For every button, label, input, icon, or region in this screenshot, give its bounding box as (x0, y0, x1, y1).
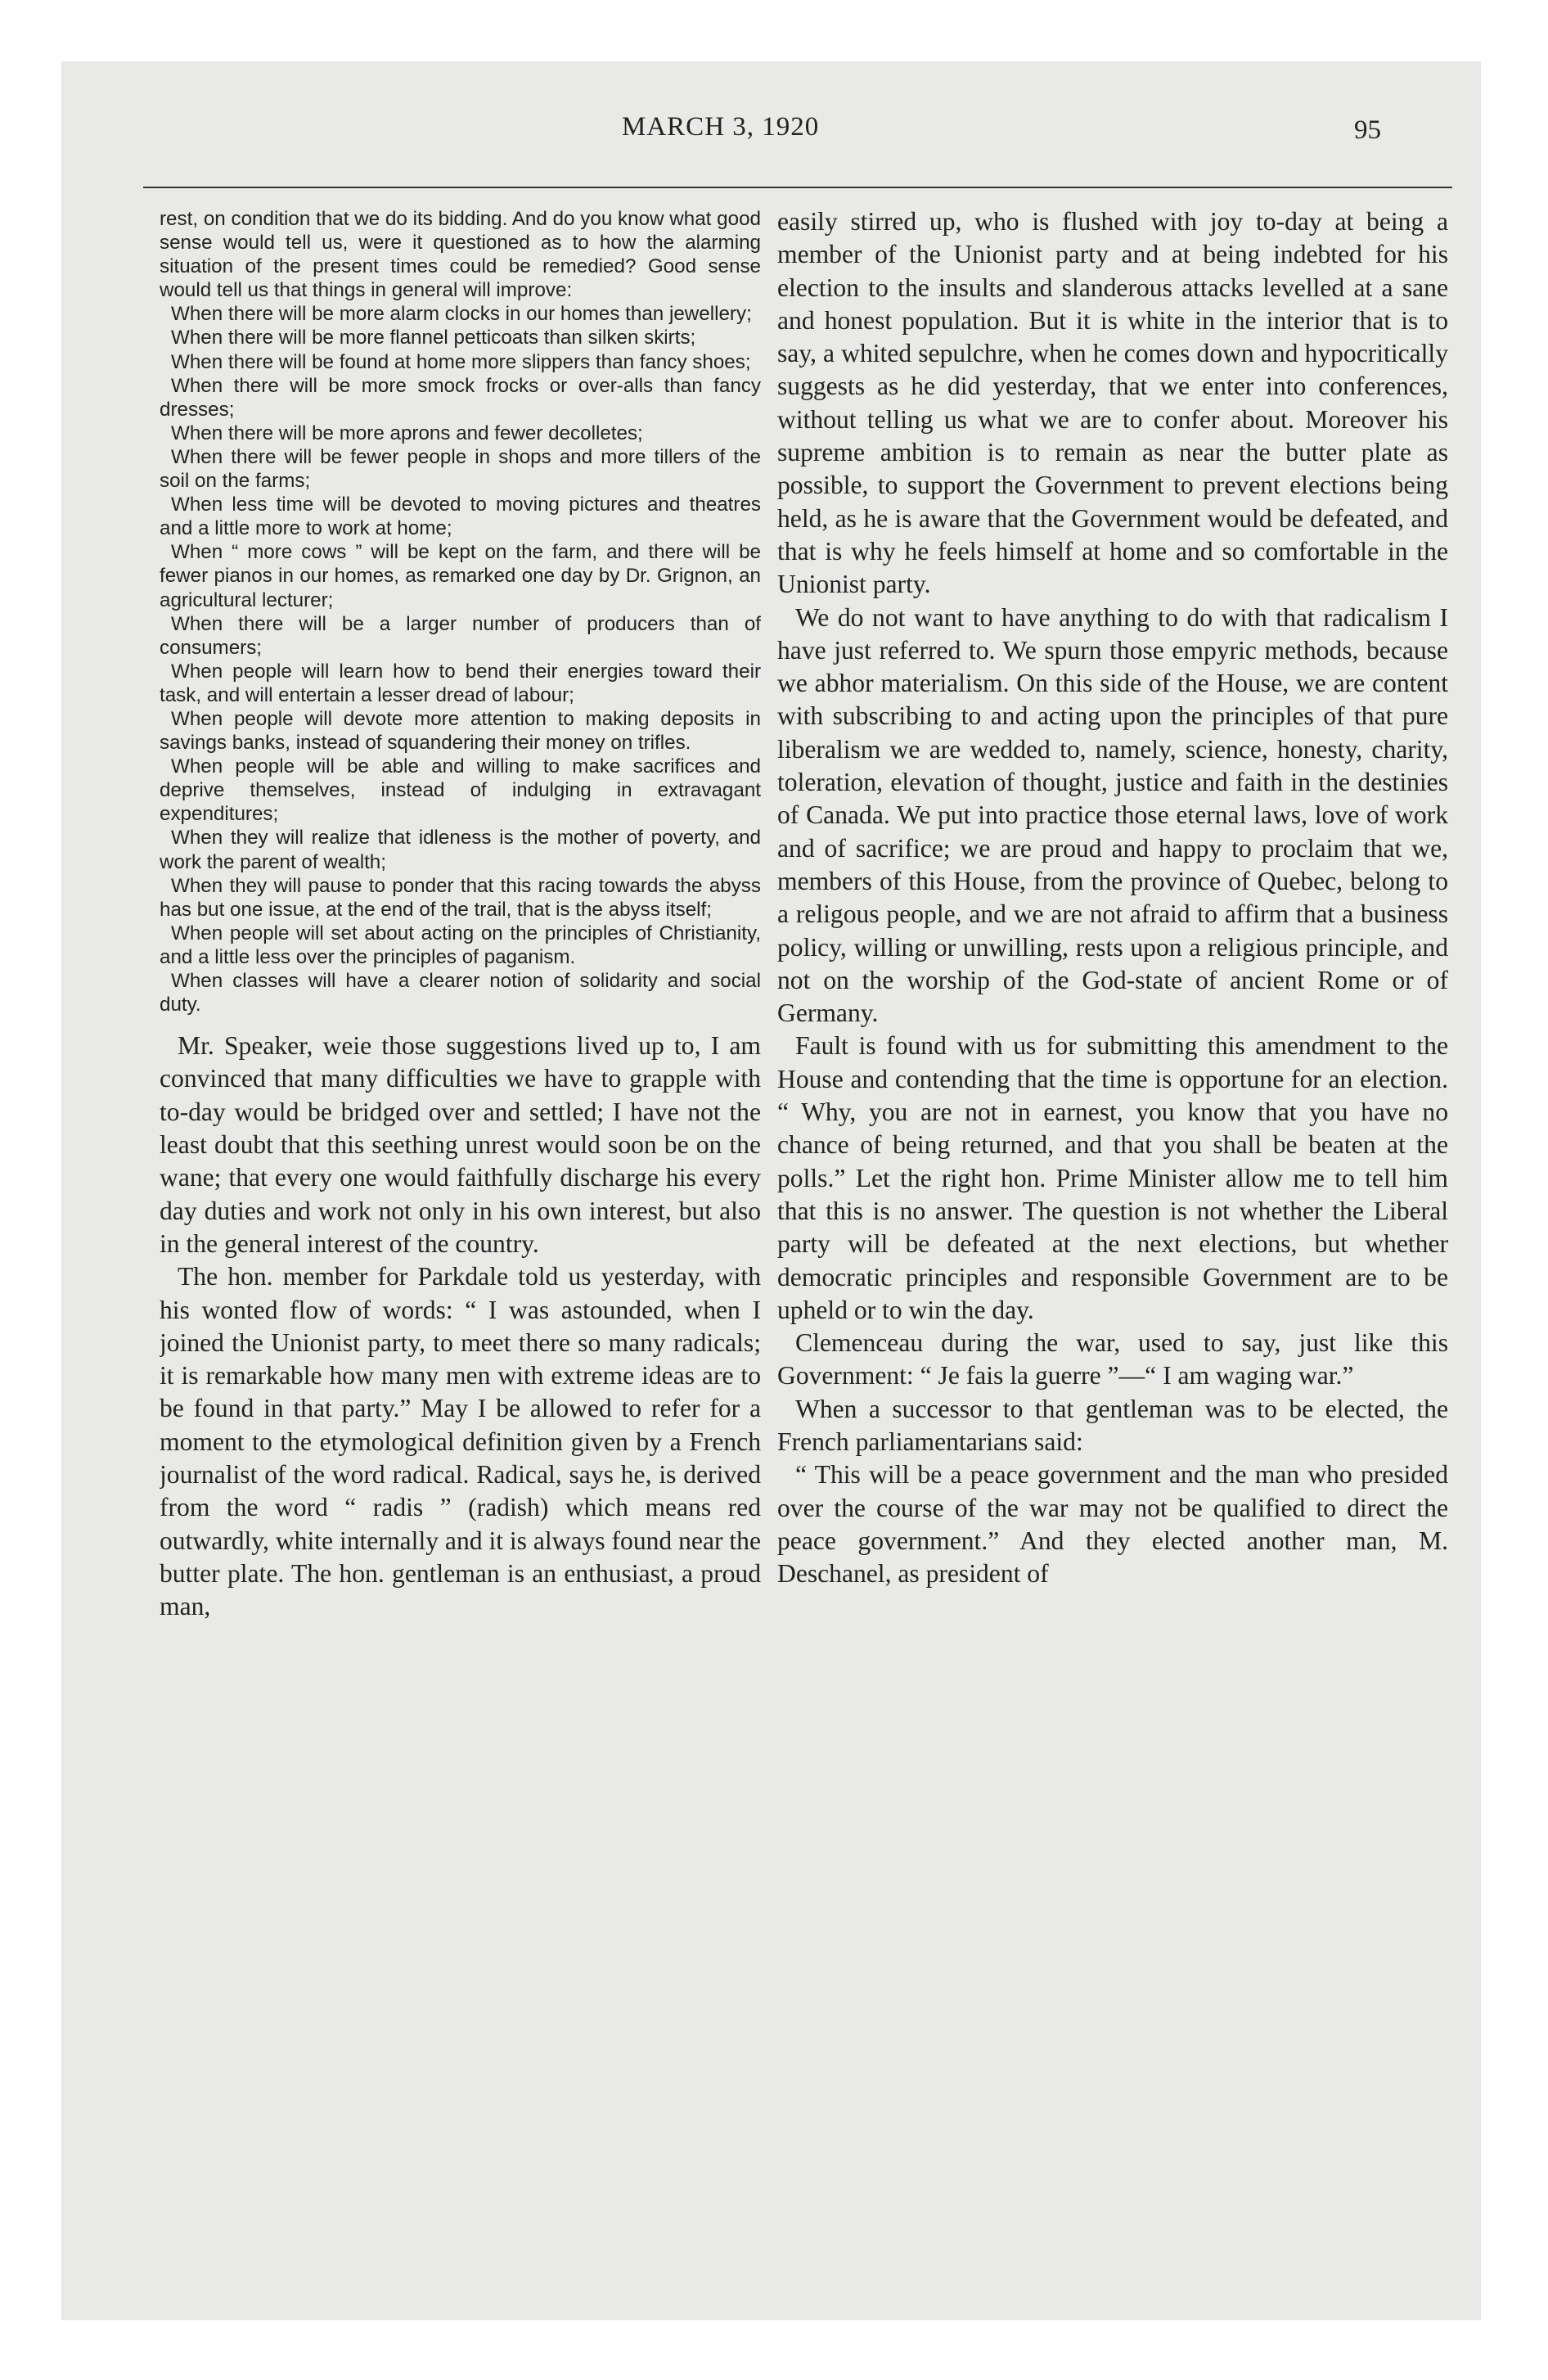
list-item: When less time will be devoted to moving pictures and theatres and a little more to work at home; (160, 494, 761, 540)
list-item: When “ more cows ” will be kept on the farm, and there will be fewer pianos in our homes, as remarked one day by Dr. Grignon, an agricultural lecturer; (160, 541, 761, 611)
paragraph: Mr. Speaker, weie those suggestions lived up to, I am convinced that many difficulties we have to grapple with to-day would be bridged over and settled; I have not the least doubt that this seething unrest would soon be on the wane; that every one would faithfully discharge his every day duties and work not only in his own interest, but also in the general interest of the country. (160, 1031, 761, 1258)
list-item: When classes will have a clearer notion of solidarity and social duty. (160, 970, 761, 1016)
list-item: When people will set about acting on the principles of Christianity, and a little less over the principles of paganism. (160, 922, 761, 968)
right-column (777, 205, 1448, 1590)
list-item: When there will be fewer people in shops and more tillers of the soil on the farms; (160, 445, 761, 493)
paragraph: The hon. member for Parkdale told us yesterday, with his wonted flow of words: “ I was astounded, when I joined the Unionist party, to meet there so many radicals; it is remarkable how many men with extreme ideas are to be found in that party.” May I be allowed to refer for a moment to the etymological definition given by a French journalist of the word radical. Radical, says he, is derived from the word “ radis ” (radish) which means red outwardly, white internally and it is always found near the butter plate. The hon. gentleman is an enthusiast, a proud man, (160, 1262, 761, 1621)
list-item: When there will be a larger number of producers than of consumers; (160, 612, 761, 659)
header-date: MARCH 3, 1920 (622, 112, 820, 142)
list-item: When people will be able and willing to make sacrifices and deprive themselves, instead of indulging in extravagant expenditures; (160, 755, 761, 826)
paragraph: We do not want to have anything to do with that radicalism I have just referred to. We spurn those empyric methods, because we abhor materialism. On this side of the House, we are content with subscribing to and acting upon the principles of that pure liberalism we are wedded to, namely, science, honesty, charity, toleration, elevation of thought, justice and faith in the destinies of Canada. We put into practice those eternal laws, love of work and of sacrifice; we are proud and happy to proclaim that we, members of this House, from the province of Quebec, belong to a religous people, and we are not afraid to affirm that a business policy, willing or unwilling, rests upon a religious principle, and not on the worship of the God-state of ancient Rome or of Germany. (777, 602, 1448, 1028)
large-print-section (160, 1030, 761, 1623)
list-item: When there will be more aprons and fewer decolletes; (171, 421, 643, 444)
list-item: When there will be found at home more slippers than fancy shoes; (171, 350, 751, 373)
list-item: When they will realize that idleness is the mother of poverty, and work the parent of wealth; (160, 827, 761, 873)
page-number: 95 (1354, 115, 1381, 145)
paragraph: When a successor to that gentleman was to be elected, the French parliamentarians said: (777, 1394, 1448, 1456)
list-item: When there will be more flannel petticoats than silken skirts; (171, 327, 696, 349)
paragraph: Fault is found with us for submitting this amendment to the House and contending that the time is opportune for an election. “ Why, you are not in earnest, you know that you have no chance of being returned, and that you shall be beaten at the polls.” Let the right hon. Prime Minister allow me to tell him that this is no answer. The question is not whether the Liberal party will be defeated at the next elections, but whether democratic principles and responsible Government are to be upheld or to win the day. (777, 1031, 1448, 1324)
paragraph: rest, on condition that we do its bidding. And do you know what good sense would tell us, were it questioned as to how the alarming situation of the present times could be remedied? Good sense would tell us that things in general will improve: (160, 208, 761, 302)
list-item: When they will pause to ponder that this racing towards the abyss has but one issue, at the end of the trail, that is the abyss itself; (160, 874, 761, 921)
left-column (160, 207, 761, 1624)
paragraph: easily stirred up, who is flushed with joy to-day at being a member of the Unionist party and at being indebted for his election to the insults and slanderous attacks levelled at a sane and honest population. But it is white in the interior that is to say, a whited sepulchre, when he comes down and hypocritically suggests as he did yesterday, that we enter into conferences, without telling us what we are to confer about. Moreover his supreme ambition is to remain as near the butter plate as possible, to support the Government to prevent elections being held, as he is aware that the Government would be defeated, and that is why he feels himself at home and so comfortable in the Unionist party. (777, 207, 1448, 599)
list-item: When there will be more alarm clocks in our homes than jewellery; (171, 303, 752, 326)
list-item: When people will devote more attention to making deposits in savings banks, instead of squandering their money on trifles. (160, 707, 761, 755)
small-print-section (160, 207, 761, 1016)
list-item: When people will learn how to bend their energies toward their task, and will entertain a lesser dread of labour; (160, 660, 761, 706)
scanned-page (61, 61, 1481, 2320)
paragraph: “ This will be a peace government and the man who presided over the course of the war may not be qualified to direct the peace government.” And they elected another man, M. Deschanel, as president of (777, 1460, 1448, 1589)
paragraph: Clemenceau during the war, used to say, just like this Government: “ Je fais la guerre ”—“ I am waging war.” (777, 1328, 1448, 1391)
header-rule (143, 187, 1452, 188)
page-header (61, 112, 1481, 161)
list-item: When there will be more smock frocks or over-alls than fancy dresses; (160, 374, 761, 421)
